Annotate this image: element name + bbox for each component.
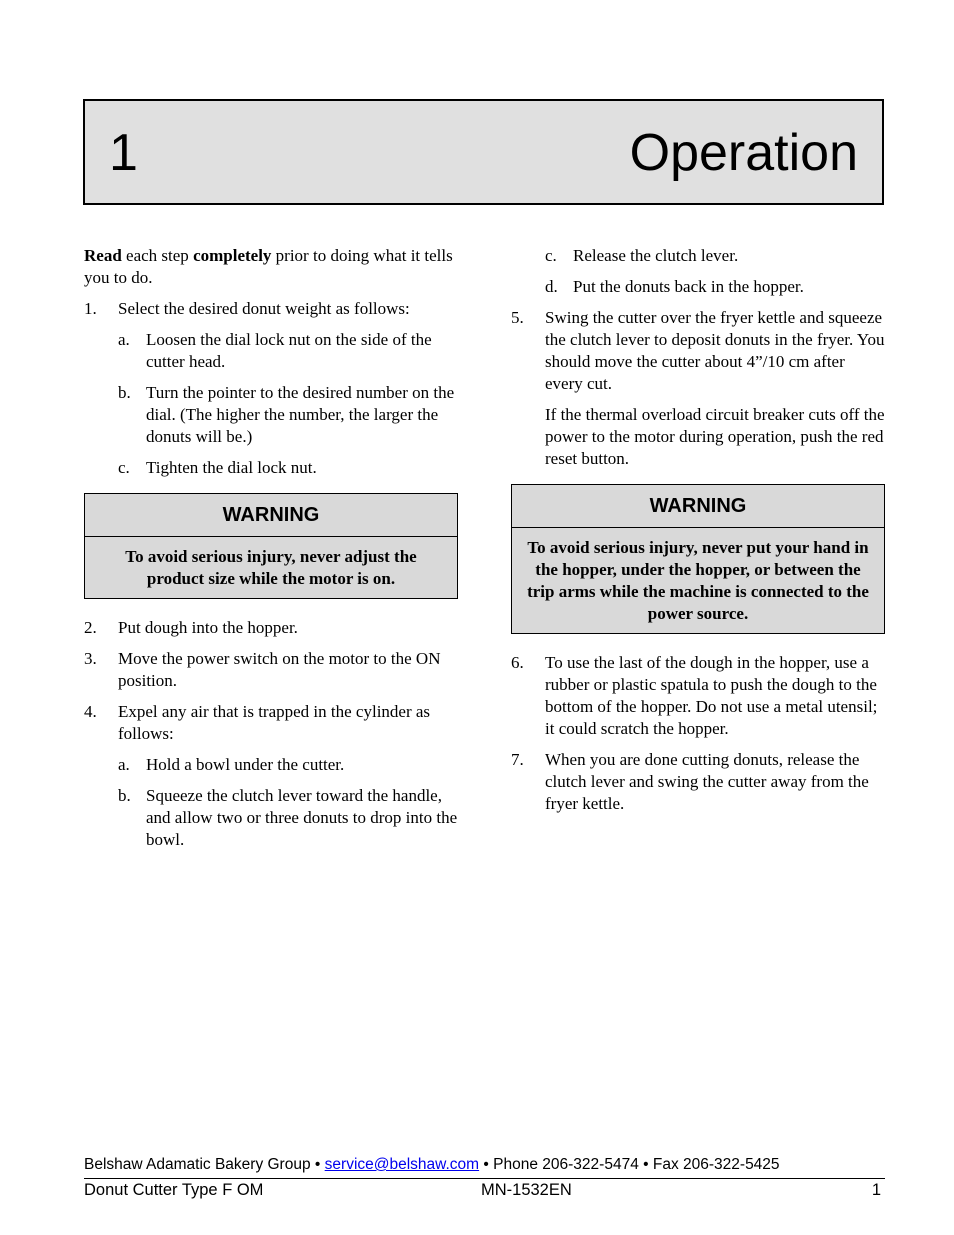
step-text: When you are done cutting donuts, release the clutch lever and swing the cutter away from the fryer kettle. bbox=[545, 750, 869, 813]
step-4c bbox=[545, 245, 885, 267]
substep-letter: c. bbox=[118, 458, 130, 477]
substep-letter: b. bbox=[118, 786, 131, 805]
substep-letter: c. bbox=[545, 246, 557, 265]
chapter-header bbox=[83, 99, 884, 205]
substep-text: Hold a bowl under the cutter. bbox=[146, 755, 345, 774]
substep-letter: d. bbox=[545, 277, 558, 296]
step-number: 2. bbox=[84, 618, 97, 637]
chapter-title: Operation bbox=[629, 124, 858, 182]
substep-letter: a. bbox=[118, 755, 130, 774]
chapter-number: 1 bbox=[109, 124, 138, 182]
step-number: 7. bbox=[511, 750, 524, 769]
step-2 bbox=[84, 617, 458, 639]
step-text: Select the desired donut weight as follows: bbox=[118, 299, 410, 318]
step-text: Put dough into the hopper. bbox=[118, 618, 298, 637]
step-text: Move the power switch on the motor to the ON position. bbox=[118, 649, 441, 690]
right-column bbox=[511, 245, 885, 824]
footer-email-link[interactable]: service@belshaw.com bbox=[324, 1156, 480, 1173]
step-number: 1. bbox=[84, 299, 97, 318]
substep-text: Tighten the dial lock nut. bbox=[146, 458, 317, 477]
step-4b bbox=[118, 785, 458, 851]
substep-letter: a. bbox=[118, 330, 130, 349]
warning-heading: WARNING bbox=[512, 485, 884, 528]
warning-box-size bbox=[84, 493, 458, 599]
footer-company: Belshaw Adamatic Bakery Group bbox=[84, 1156, 311, 1173]
substep-text: Squeeze the clutch lever toward the handle, and allow two or three donuts to drop into the bowl. bbox=[146, 786, 458, 849]
substep-text: Put the donuts back in the hopper. bbox=[573, 277, 804, 296]
step-number: 6. bbox=[511, 653, 524, 672]
footer-page-number: 1 bbox=[871, 1181, 881, 1199]
footer-phone: Phone 206-322-5474 bbox=[493, 1156, 639, 1173]
warning-text: To avoid serious injury, never put your hand in the hopper, under the hopper, or between the trip arms while the machine is connected to the power source. bbox=[527, 538, 869, 623]
footer-contact bbox=[84, 1155, 780, 1175]
footer-divider bbox=[84, 1178, 885, 1179]
footer-bullet: • bbox=[314, 1156, 321, 1173]
step-number: 4. bbox=[84, 702, 97, 721]
step-3 bbox=[84, 648, 458, 692]
step-text: To use the last of the dough in the hopper, use a rubber or plastic spatula to push the dough to the bottom of the hopper. Do not use a metal utensil; it could scratch the hopper. bbox=[545, 653, 878, 738]
step-1b bbox=[118, 382, 458, 448]
intro-read: Read bbox=[84, 246, 122, 265]
intro-completely: completely bbox=[193, 246, 272, 265]
intro-text-1: each step bbox=[121, 246, 194, 265]
step-1a bbox=[118, 329, 458, 373]
step-4 bbox=[84, 701, 458, 745]
substep-text: Loosen the dial lock nut on the side of the cutter head. bbox=[146, 330, 432, 371]
step-5-note: If the thermal overload circuit breaker cuts off the power to the motor during operation, push the red reset button. bbox=[545, 405, 885, 468]
step-number: 3. bbox=[84, 649, 97, 668]
step-number: 5. bbox=[511, 308, 524, 327]
step-7 bbox=[511, 749, 885, 815]
footer-fax: Fax 206-322-5425 bbox=[652, 1156, 780, 1173]
left-column bbox=[84, 245, 458, 860]
step-1c bbox=[118, 457, 458, 479]
warning-box-hopper bbox=[511, 484, 885, 634]
step-text: Expel any air that is trapped in the cylinder as follows: bbox=[118, 702, 431, 743]
intro-paragraph bbox=[84, 245, 458, 289]
step-text: Swing the cutter over the fryer kettle and squeeze the clutch lever to deposit donuts in the fryer. You should move the cutter about 4”/10 cm after every cut. bbox=[545, 308, 885, 393]
footer-doc-number: MN-1532EN bbox=[481, 1181, 572, 1199]
substep-text: Release the clutch lever. bbox=[573, 246, 739, 265]
step-5 bbox=[511, 307, 885, 395]
step-4a bbox=[118, 754, 458, 776]
substep-text: Turn the pointer to the desired number on the dial. (The higher the number, the larger the donuts will be.) bbox=[146, 383, 455, 446]
step-4d bbox=[545, 276, 885, 298]
footer-bullet: • bbox=[643, 1156, 649, 1173]
warning-text: To avoid serious injury, never adjust the product size while the motor is on. bbox=[125, 547, 417, 588]
warning-heading: WARNING bbox=[85, 494, 457, 537]
substep-letter: b. bbox=[118, 383, 131, 402]
intro-text-2: prior to doing what it tells you to do. bbox=[84, 246, 453, 287]
step-6 bbox=[511, 652, 885, 740]
footer-doc-title: Donut Cutter Type F OM bbox=[84, 1181, 264, 1199]
step-1 bbox=[84, 298, 458, 320]
footer-bullet: • bbox=[483, 1156, 489, 1173]
